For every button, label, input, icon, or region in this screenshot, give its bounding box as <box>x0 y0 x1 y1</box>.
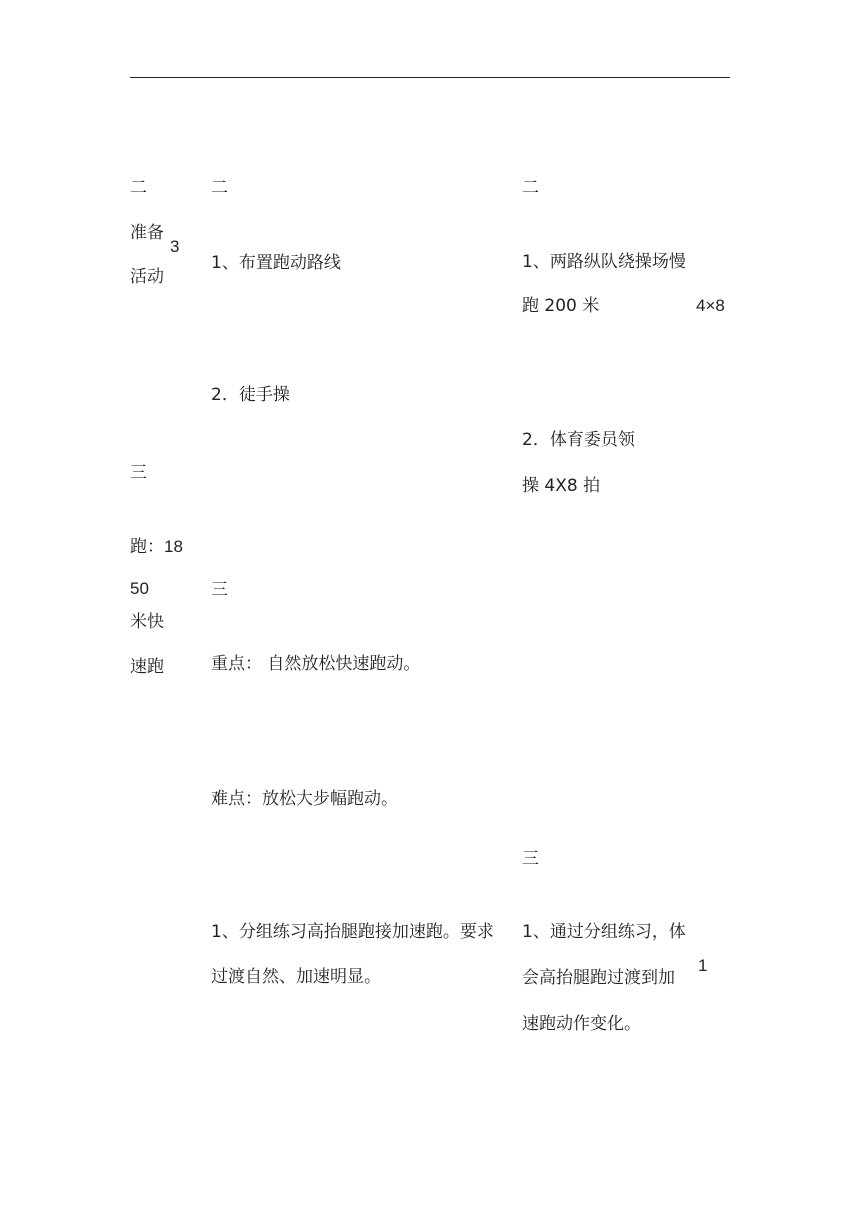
section-marker-san: 三 <box>130 463 147 483</box>
section-label-huodong: 活动 <box>130 267 164 287</box>
lead-line-2: 操 4X8 拍 <box>522 476 601 496</box>
jog-line-1: 1、两路纵队绕操场慢 <box>522 252 686 272</box>
key-point: 重点： 自然放松快速跑动。 <box>211 654 421 674</box>
content-item-exercise: 2．徒手操 <box>211 385 290 405</box>
lead-line-1: 2．体育委员领 <box>522 430 635 450</box>
section-label-zhunbei: 准备 <box>130 223 164 243</box>
practice-line-2: 过渡自然、加速明显。 <box>211 967 381 987</box>
practice-line-1: 1、分组练习高抬腿跑接加速跑。要求 <box>211 922 494 942</box>
beat-count: 4×8 <box>696 296 725 315</box>
repetition-count: 1 <box>698 956 708 975</box>
header-rule <box>130 77 730 78</box>
organization-marker-er: 二 <box>522 178 539 198</box>
organization-marker-san: 三 <box>522 849 539 869</box>
section-marker-er: 二 <box>130 178 147 198</box>
purpose-line-1: 1、通过分组练习，体 <box>522 922 686 942</box>
purpose-line-2: 会高抬腿跑过渡到加 <box>522 968 675 988</box>
jog-line-2: 跑 200 米 <box>522 296 600 316</box>
content-marker-san: 三 <box>211 580 228 600</box>
content-item-route: 1、布置跑动路线 <box>211 253 341 273</box>
run-duration: 跑：18 <box>130 537 183 556</box>
purpose-line-3: 速跑动作变化。 <box>522 1014 641 1034</box>
duration-value: 3 <box>170 237 180 256</box>
section-label-mikuai: 米快 <box>130 612 164 632</box>
difficult-point: 难点：放松大步幅跑动。 <box>211 789 398 809</box>
content-marker-er: 二 <box>211 178 228 198</box>
section-label-supao: 速跑 <box>130 657 164 677</box>
distance-value: 50 <box>130 579 149 598</box>
